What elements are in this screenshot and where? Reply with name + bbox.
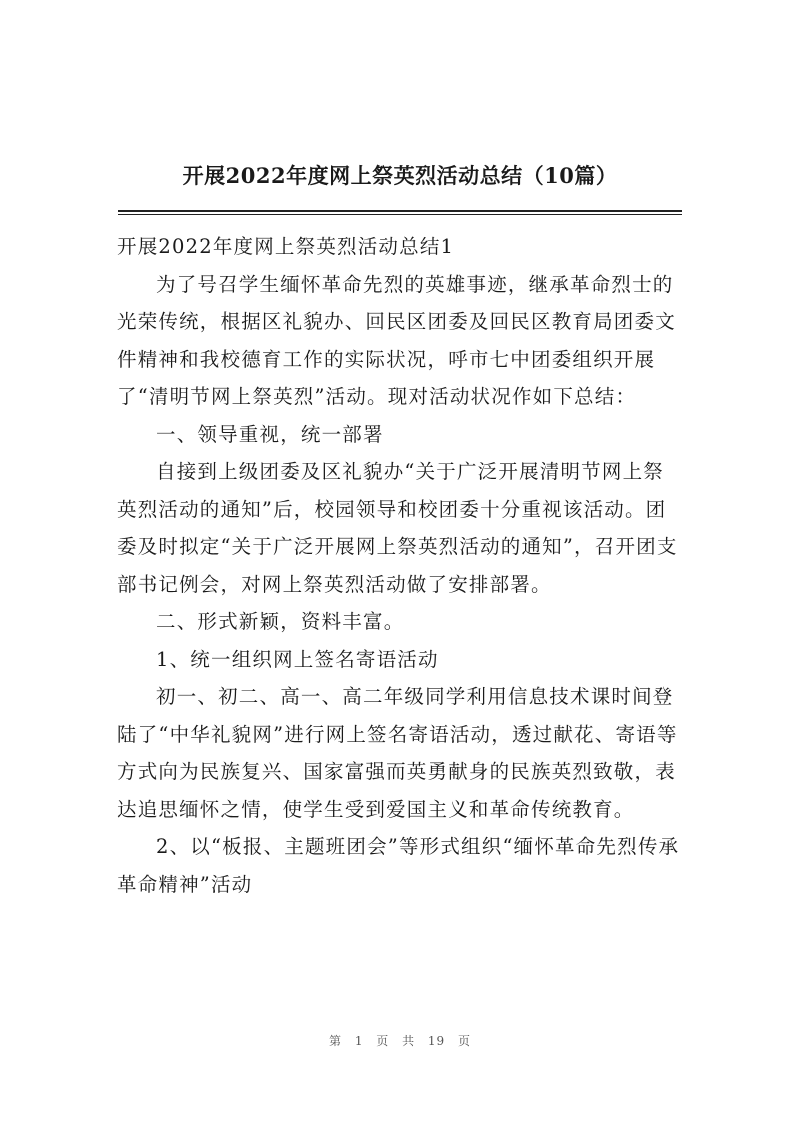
document-body [117,228,683,903]
section-heading: 开展2022年度网上祭英烈活动总结1 [117,235,455,258]
page-number: 第 1 页 共 19 页 [329,1034,471,1048]
subheading: 1、统一组织网上签名寄语活动 [156,647,439,671]
subheading: 二、形式新颖，资料丰富。 [156,610,405,633]
subheading: 一、领导重视，统一部署 [156,422,384,446]
paragraph: 为了号召学生缅怀革命先烈的英雄事迹，继承革命烈士的光荣传统，根据区礼貌办、回民区团委及回民区教育局团委文件精神和我校德育工作的实际状况，呼市七中团委组织开展了“清明节网上祭英烈”活动。现对活动状况作如下总结： [117,272,676,408]
title-divider [118,210,682,212]
subheading: 2、以“板报、主题班团会”等形式组织“缅怀革命先烈传承革命精神”活动 [117,835,680,896]
title-divider-thin [118,214,682,215]
document-title: 开展2022年度网上祭英烈活动总结（10篇） [182,163,618,188]
paragraph: 初一、初二、高一、高二年级同学利用信息技术课时间登陆了“中华礼貌网”进行网上签名寄语活动，透过献花、寄语等方式向为民族复兴、国家富强而英勇献身的民族英烈致敬，表达追思缅怀之情，使学生受到爱国主义和革命传统教育。 [117,685,678,821]
paragraph: 自接到上级团委及区礼貌办“关于广泛开展清明节网上祭英烈活动的通知”后，校园领导和校团委十分重视该活动。团委及时拟定“关于广泛开展网上祭英烈活动的通知”，召开团支部书记例会，对网上祭英烈活动做了安排部署。 [117,460,678,596]
